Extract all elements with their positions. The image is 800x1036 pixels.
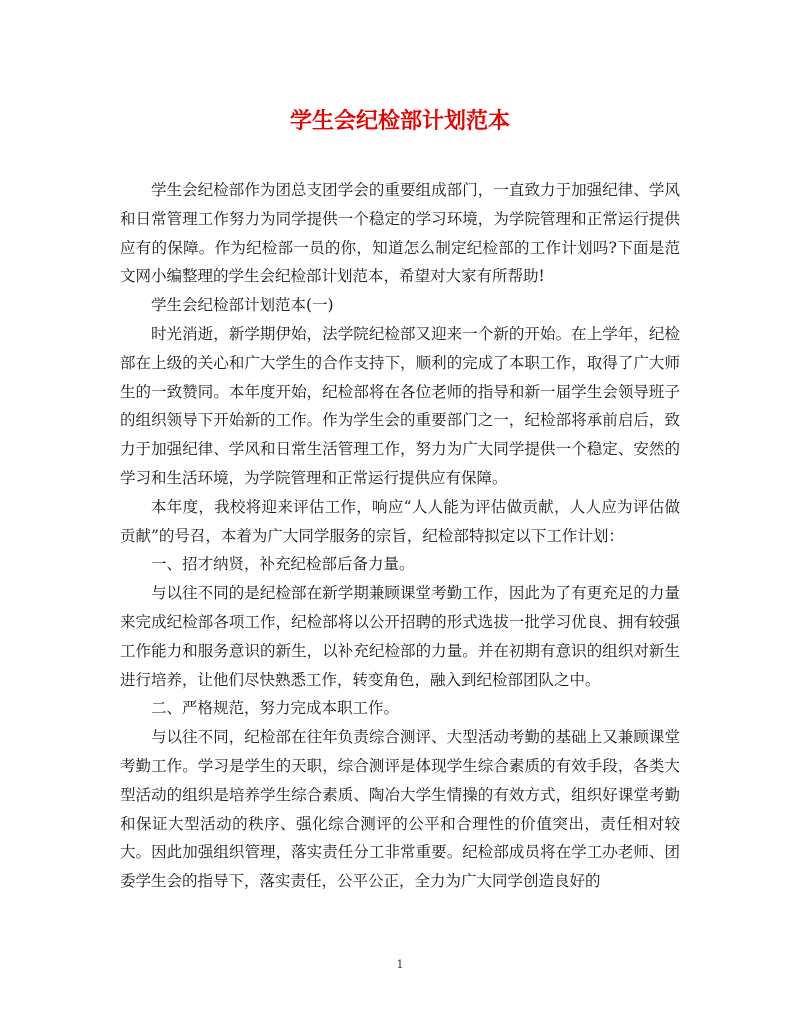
list-heading: 一、招才纳贤，补充纪检部后备力量。	[151, 555, 415, 574]
page-number: 1	[396, 958, 404, 971]
section-heading: 学生会纪检部计划范本(一)	[151, 296, 334, 315]
body-paragraph: 时光消逝，新学期伊始，法学院纪检部又迎来一个新的开始。在上学年，纪检部在上级的关心和广大学生的合作支持下，顺利的完成了本职工作，取得了广大师生的一致赞同。本年度开始，纪检部将在各位老师的指导和新一届学生会领导班子的组织领导下开始新的工作。作为学生会的重要部门之一，纪检部将承前启后，致力于加强纪律、学风和日常生活管理工作，努力为广大同学提供一个稳定、安然的学习和生活环境，为学院管理和正常运行提供应有保障。	[120, 324, 680, 487]
document-title: 学生会纪检部计划范本	[289, 108, 510, 134]
list-heading: 二、严格规范，努力完成本职工作。	[151, 699, 400, 718]
intro-paragraph: 学生会纪检部作为团总支团学会的重要组成部门，一直致力于加强纪律、学风和日常管理工作努力为同学提供一个稳定的学习环境，为学院管理和正常运行提供应有的保障。作为纪检部一员的你，知道怎么制定纪检部的工作计划吗?下面是范文网小编整理的学生会纪检部计划范本，希望对大家有所帮助!	[120, 181, 680, 286]
body-paragraph: 与以往不同的是纪检部在新学期兼顾课堂考勤工作，因此为了有更充足的力量来完成纪检部各项工作，纪检部将以公开招聘的形式选拔一批学习优良、拥有较强工作能力和服务意识的新生，以补充纪检部的力量。并在初期有意识的组织对新生进行培养，让他们尽快熟悉工作，转变角色，融入到纪检部团队之中。	[120, 584, 680, 689]
body-paragraph: 本年度，我校将迎来评估工作，响应“人人能为评估做贡献，人人应为评估做贡献”的号召，本着为广大同学服务的宗旨，纪检部特拟定以下工作计划：	[120, 497, 680, 545]
body-paragraph: 与以往不同，纪检部在往年负责综合测评、大型活动考勤的基础上又兼顾课堂考勤工作。学习是学生的天职，综合测评是体现学生综合素质的有效手段，各类大型活动的组织是培养学生综合素质、陶冶大学生情操的有效方式，组织好课堂考勤和保证大型活动的秩序、强化综合测评的公平和合理性的价值突出，责任相对较大。因此加强组织管理，落实责任分工非常重要。纪检部成员将在学工办老师、团委学生会的指导下，落实责任，公平公正，全力为广大同学创造良好的	[120, 728, 680, 891]
document-body	[120, 176, 680, 896]
